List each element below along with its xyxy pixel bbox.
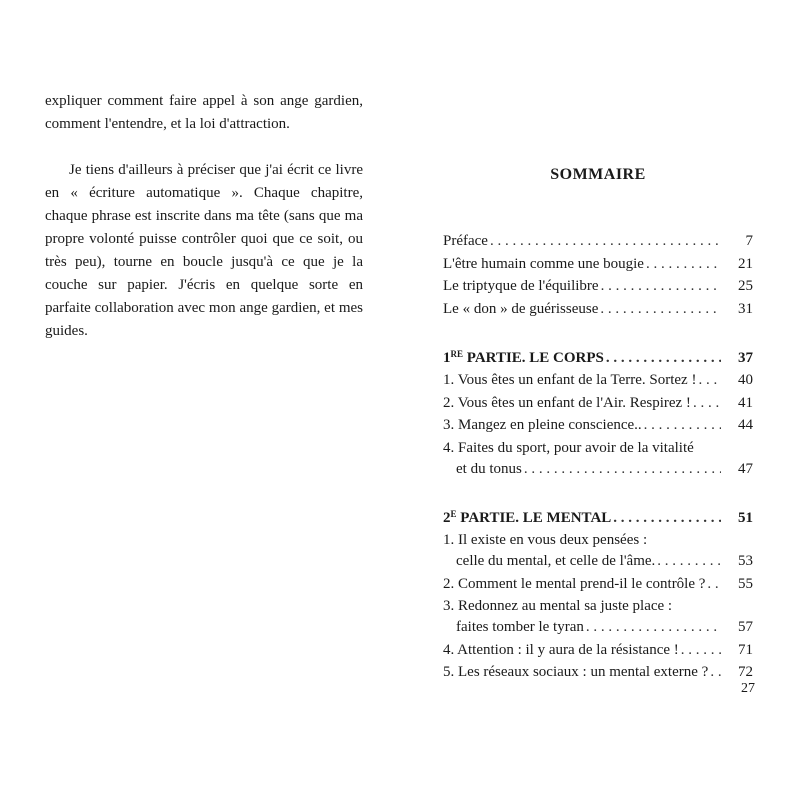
toc-entry-title-line2: faites tomber le tyran (456, 619, 584, 635)
part1-ordinal: RE (450, 348, 464, 359)
toc-entry-page: 7 (745, 233, 753, 249)
dot-leader (646, 254, 721, 275)
toc-entry-title: L'être humain comme une bougie (443, 255, 644, 272)
toc-part2-group (443, 504, 753, 684)
toc-entry-page: 25 (738, 278, 753, 294)
toc-entry-page: 57 (738, 619, 753, 635)
paragraph-automatic-writing: Je tiens d'ailleurs à préciser que j'ai écrit ce livre en « écriture automatique ». Chaque chapitre, chaque phrase est inscrite dans ma tête (sans que ma propre volonté puisse contrôler quoi que ce soit, ou très peu), tourne en boucle jusqu'à ce que je la couche sur papier. J'écris en quelque sorte en parfaite collaboration avec mon ange gardien, et mes guides. (45, 162, 363, 339)
dot-leader (681, 640, 721, 661)
toc-entry-page: 51 (738, 509, 753, 526)
part2-title: PARTIE. LE MENTAL (456, 509, 612, 526)
toc-entry-resistance (443, 640, 753, 661)
table-of-contents (443, 231, 753, 707)
toc-entry-mangez (443, 415, 753, 436)
part1-title: PARTIE. LE CORPS (463, 349, 604, 366)
toc-entry-page: 72 (738, 664, 753, 680)
toc-entry-title: 2. Comment le mental prend-il le contrôle ? (443, 575, 706, 592)
paragraph-continuation: expliquer comment faire appel à son ange gardien, comment l'entendre, et la loi d'attraction. (45, 93, 363, 132)
toc-entry-don (443, 299, 753, 320)
toc-part1-heading (443, 344, 753, 369)
left-page-text (45, 90, 363, 343)
toc-entry-title: 5. Les réseaux sociaux : un mental externe ? (443, 664, 709, 680)
dot-leader (606, 348, 721, 369)
toc-entry-title-line1: 3. Redonnez au mental sa juste place : (443, 598, 673, 614)
dot-leader (707, 574, 721, 595)
toc-intro-group (443, 231, 753, 320)
toc-entry-page: 71 (738, 641, 753, 658)
toc-entry-terre (443, 370, 753, 391)
toc-entry-title: 3. Mangez en pleine conscience.. (443, 417, 642, 433)
dot-leader (601, 276, 721, 297)
toc-entry-sport (443, 438, 753, 480)
toc-entry-page: 47 (738, 460, 753, 477)
toc-entry-page: 40 (738, 372, 753, 388)
toc-entry-reseaux (443, 662, 753, 683)
dot-leader (644, 415, 721, 436)
toc-entry-title: 4. Attention : il y aura de la résistance ! (443, 641, 679, 658)
part2-number: 2 (443, 509, 451, 526)
toc-entry-page: 53 (738, 553, 753, 569)
dot-leader (586, 617, 721, 638)
dot-leader (698, 370, 721, 391)
toc-entry-title: 1. Vous êtes un enfant de la Terre. Sortez ! (443, 372, 697, 388)
toc-entry-tyran (443, 596, 753, 638)
part2-ordinal: E (450, 508, 457, 519)
toc-entry-bougie (443, 254, 753, 275)
toc-entry-title: Le « don » de guérisseuse (443, 300, 599, 317)
toc-entry-page: 55 (738, 575, 753, 592)
toc-entry-title: Le triptyque de l'équilibre (443, 278, 599, 294)
toc-entry-title-line2: et du tonus (456, 460, 522, 477)
toc-entry-preface (443, 231, 753, 252)
part1-number: 1 (443, 349, 451, 366)
toc-entry-title-line1: 1. Il existe en vous deux pensées : (443, 532, 648, 548)
page-number: 27 (741, 681, 755, 696)
toc-entry-title-line2: celle du mental, et celle de l'âme. (456, 553, 656, 569)
dot-leader (710, 662, 721, 683)
toc-entry-page: 31 (738, 300, 753, 317)
toc-entry-page: 21 (738, 255, 753, 272)
dot-leader (490, 231, 721, 252)
dot-leader (600, 299, 721, 320)
toc-part1-group (443, 344, 753, 480)
toc-entry-title-line1: 4. Faites du sport, pour avoir de la vitalité (443, 439, 694, 456)
toc-title: SOMMAIRE (550, 166, 646, 183)
dot-leader (613, 508, 721, 529)
toc-entry-air (443, 393, 753, 414)
dot-leader (524, 459, 721, 480)
toc-entry-title: 2. Vous êtes un enfant de l'Air. Respirez ! (443, 394, 691, 411)
toc-entry-page: 41 (738, 394, 753, 411)
dot-leader (693, 393, 721, 414)
toc-entry-title: Préface (443, 233, 488, 249)
toc-entry-controle (443, 574, 753, 595)
toc-entry-pensees (443, 530, 753, 572)
dot-leader (657, 551, 721, 572)
toc-entry-triptyque (443, 276, 753, 297)
toc-entry-page: 37 (738, 349, 753, 366)
toc-part2-heading (443, 504, 753, 529)
toc-entry-page: 44 (738, 417, 753, 433)
